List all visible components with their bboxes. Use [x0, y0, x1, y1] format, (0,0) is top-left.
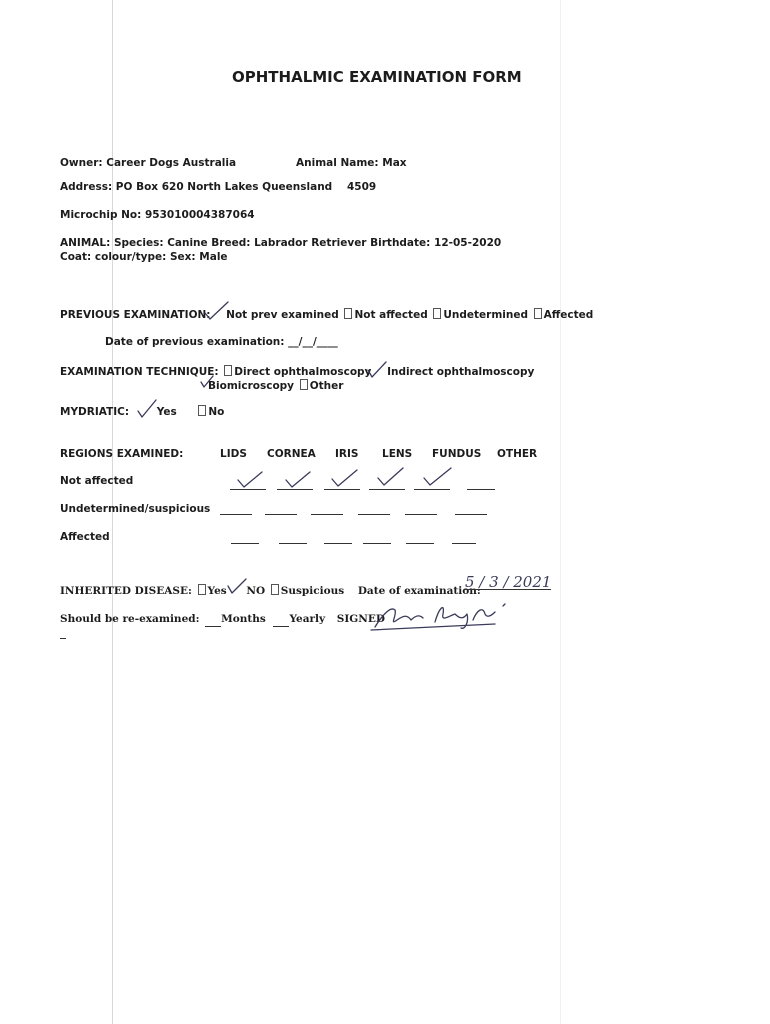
form-title: OPHTHALMIC EXAMINATION FORM: [232, 68, 522, 86]
inherited-yes-label: Yes: [207, 585, 227, 597]
technique-other-checkbox[interactable]: [300, 379, 308, 390]
prev-exam-undetermined-label: Undetermined: [443, 309, 528, 321]
technique-row-2: [198, 379, 343, 393]
undetermined-lids-blank[interactable]: [220, 514, 252, 515]
undetermined-iris-blank[interactable]: [311, 514, 343, 515]
stray-mark: [60, 638, 66, 639]
mydriatic-yes-label: Yes: [156, 406, 177, 418]
affected-iris-blank[interactable]: [324, 543, 352, 544]
technique-label: EXAMINATION TECHNIQUE:: [60, 366, 219, 378]
region-other: OTHER: [497, 448, 538, 460]
address-field: Address: PO Box 620 North Lakes Queensland: [60, 181, 333, 193]
regions-label: REGIONS EXAMINED:: [60, 448, 184, 460]
animal-name-field: Animal Name: Max: [296, 157, 407, 169]
technique-direct-checkbox[interactable]: [224, 365, 232, 376]
signed-label: SIGNED: [336, 613, 385, 625]
affected-lens-blank[interactable]: [363, 543, 391, 544]
affected-lids-blank[interactable]: [231, 543, 259, 544]
region-cornea: CORNEA: [267, 448, 316, 460]
prev-exam-label: PREVIOUS EXAMINATION:: [60, 309, 211, 321]
prev-exam-affected-checkbox[interactable]: [534, 308, 542, 319]
reexam-yearly-label: Yearly: [289, 613, 326, 625]
microchip-field: Microchip No: 953010004387064: [60, 209, 255, 221]
affected-cornea-blank[interactable]: [279, 543, 307, 544]
prev-exam-affected-label: Affected: [543, 309, 594, 321]
technique-row-1: [60, 365, 534, 379]
exam-date-value[interactable]: 5 / 3 / 2021: [465, 573, 552, 591]
region-lids: LIDS: [220, 448, 247, 460]
technique-indirect-check-mark: [366, 360, 388, 380]
animal-details-line: ANIMAL: Species: Canine Breed: Labrador Retriever Birthdate: 12-05-2020: [60, 237, 502, 249]
prev-exam-not-affected-checkbox[interactable]: [344, 308, 352, 319]
region-iris: IRIS: [335, 448, 359, 460]
reexam-yearly-blank[interactable]: [273, 613, 289, 627]
signature-mark: [365, 600, 515, 634]
exam-date-label: Date of examination:: [357, 585, 481, 597]
undetermined-cornea-blank[interactable]: [265, 514, 297, 515]
owner-field: Owner: Career Dogs Australia: [60, 157, 237, 169]
not-affected-fundus-check-mark: [422, 466, 454, 490]
row-not-affected-label: Not affected: [60, 475, 134, 487]
region-lens: LENS: [382, 448, 413, 460]
inherited-yes-checkbox[interactable]: [198, 584, 206, 595]
inherited-no-label: NO: [246, 585, 266, 597]
inherited-suspicious-label: Suspicious: [280, 585, 345, 597]
prev-date-label: Date of previous examination:: [105, 336, 285, 348]
technique-direct-label: Direct ophthalmoscopy: [234, 366, 372, 378]
reexam-months-label: Months: [221, 613, 266, 625]
not-affected-iris-check-mark: [330, 468, 360, 490]
prev-exam-not-prev-label: Not prev examined: [226, 309, 339, 321]
undetermined-lens-blank[interactable]: [358, 514, 390, 515]
inherited-suspicious-checkbox[interactable]: [271, 584, 279, 595]
inherited-label: INHERITED DISEASE:: [60, 585, 192, 597]
coat-sex-line: Coat: colour/type: Sex: Male: [60, 251, 228, 263]
not-affected-lens-check-mark: [376, 466, 406, 490]
prev-exam-undetermined-checkbox[interactable]: [433, 308, 441, 319]
scan-artifact-line-faint: [560, 0, 561, 1024]
prev-exam-row: [60, 308, 593, 322]
reexam-row: [60, 613, 385, 627]
mydriatic-no-checkbox[interactable]: [198, 405, 206, 416]
reexam-months-blank[interactable]: [205, 613, 221, 627]
mydriatic-yes-check-mark: [136, 398, 158, 420]
technique-indirect-label: Indirect ophthalmoscopy: [387, 366, 535, 378]
prev-date-row: [105, 336, 338, 349]
undetermined-other-blank[interactable]: [455, 514, 487, 515]
prev-exam-check-mark: [202, 300, 230, 322]
undetermined-fundus-blank[interactable]: [405, 514, 437, 515]
technique-other-label: Other: [309, 380, 344, 392]
inherited-no-check-mark: [226, 577, 248, 597]
mydriatic-label: MYDRIATIC:: [60, 406, 130, 418]
mydriatic-no-label: No: [208, 406, 225, 418]
not-affected-other-blank[interactable]: [467, 489, 495, 490]
inherited-row: [60, 584, 481, 598]
reexam-label: Should be re-examined:: [60, 613, 200, 625]
not-affected-cornea-check-mark: [284, 470, 314, 490]
postcode-field: 4509: [347, 181, 377, 193]
region-fundus: FUNDUS: [432, 448, 482, 460]
technique-biomicroscopy-check-mark: [199, 374, 215, 390]
technique-biomicroscopy-label: Biomicroscopy: [208, 380, 295, 392]
prev-exam-not-affected-label: Not affected: [354, 309, 428, 321]
affected-fundus-blank[interactable]: [406, 543, 434, 544]
not-affected-lids-check-mark: [236, 470, 266, 490]
prev-date-blank[interactable]: __/__/____: [288, 336, 338, 348]
affected-other-blank[interactable]: [452, 543, 476, 544]
row-undetermined-label: Undetermined/suspicious: [60, 503, 211, 515]
row-affected-label: Affected: [60, 531, 110, 543]
